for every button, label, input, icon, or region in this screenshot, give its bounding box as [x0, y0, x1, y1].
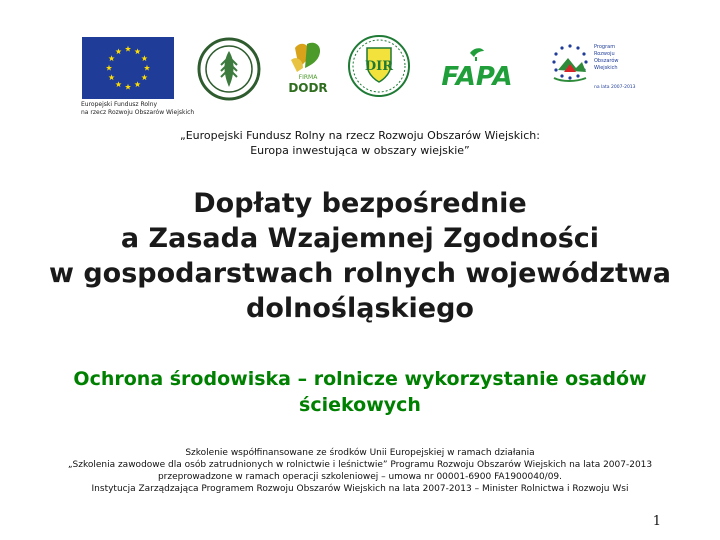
- subtitle-line: ściekowych: [299, 394, 421, 416]
- svg-text:Program: Program: [594, 44, 616, 50]
- motto-line: „Europejski Fundusz Rolny na rzecz Rozwoju Obszarów Wiejskich:: [180, 129, 540, 142]
- svg-text:FAPA: FAPA: [441, 62, 513, 91]
- svg-text:DODR: DODR: [288, 81, 328, 95]
- eu-fund-caption: [81, 101, 194, 117]
- svg-text:Obszarów: Obszarów: [594, 58, 619, 64]
- ministry-seal-logo: [197, 37, 261, 101]
- funding-footer: [0, 447, 720, 495]
- footer-line: Instytucja Zarządzająca Programem Rozwoju Obszarów Wiejskich na lata 2007-2013 – Minister Rolnictwa i Rozwoju Wsi: [91, 484, 629, 494]
- prow-logo: [548, 40, 638, 96]
- title-line: dolnośląskiego: [246, 293, 474, 324]
- eu-stars-icon: [82, 37, 174, 99]
- slide-subtitle: [0, 366, 720, 418]
- title-line: a Zasada Wzajemnej Zgodności: [120, 223, 600, 254]
- fapa-logo: [432, 45, 522, 91]
- eu-motto: [0, 128, 720, 158]
- footer-line: „Szkolenia zawodowe dla osób zatrudnionych w rolnictwie i leśnictwie” Programu Rozwoju Obszarów Wiejskich na lata 2007-2013: [67, 460, 653, 470]
- svg-text:DIR: DIR: [364, 59, 394, 74]
- subtitle-line: Ochrona środowiska – rolnicze wykorzystanie osadów: [73, 368, 647, 390]
- eu-flag-logo: [82, 37, 174, 99]
- svg-text:FIRMA: FIRMA: [298, 74, 318, 81]
- eu-caption-line: na rzecz Rozwoju Obszarów Wiejskich: [81, 109, 195, 116]
- svg-text:Wiejskich: Wiejskich: [594, 65, 618, 71]
- svg-text:Rozwoju: Rozwoju: [594, 51, 615, 57]
- footer-line: Szkolenie współfinansowane ze środków Unii Europejskiej w ramach działania: [185, 448, 535, 458]
- dir-logo: [347, 34, 411, 98]
- title-line: w gospodarstwach rolnych województwa: [48, 258, 672, 289]
- page-number: 1: [652, 514, 661, 529]
- footer-line: przeprowadzone w ramach operacji szkoleniowej – umowa nr 00001-6900 FA1900040/09.: [157, 472, 563, 482]
- svg-text:na lata 2007-2013: na lata 2007-2013: [594, 85, 636, 90]
- title-line: Dopłaty bezpośrednie: [193, 188, 527, 219]
- dodr-logo: [285, 38, 331, 96]
- motto-line: Europa inwestująca w obszary wiejskie”: [250, 144, 470, 157]
- eu-caption-line: Europejski Fundusz Rolny: [81, 101, 158, 108]
- slide-title: [0, 186, 720, 326]
